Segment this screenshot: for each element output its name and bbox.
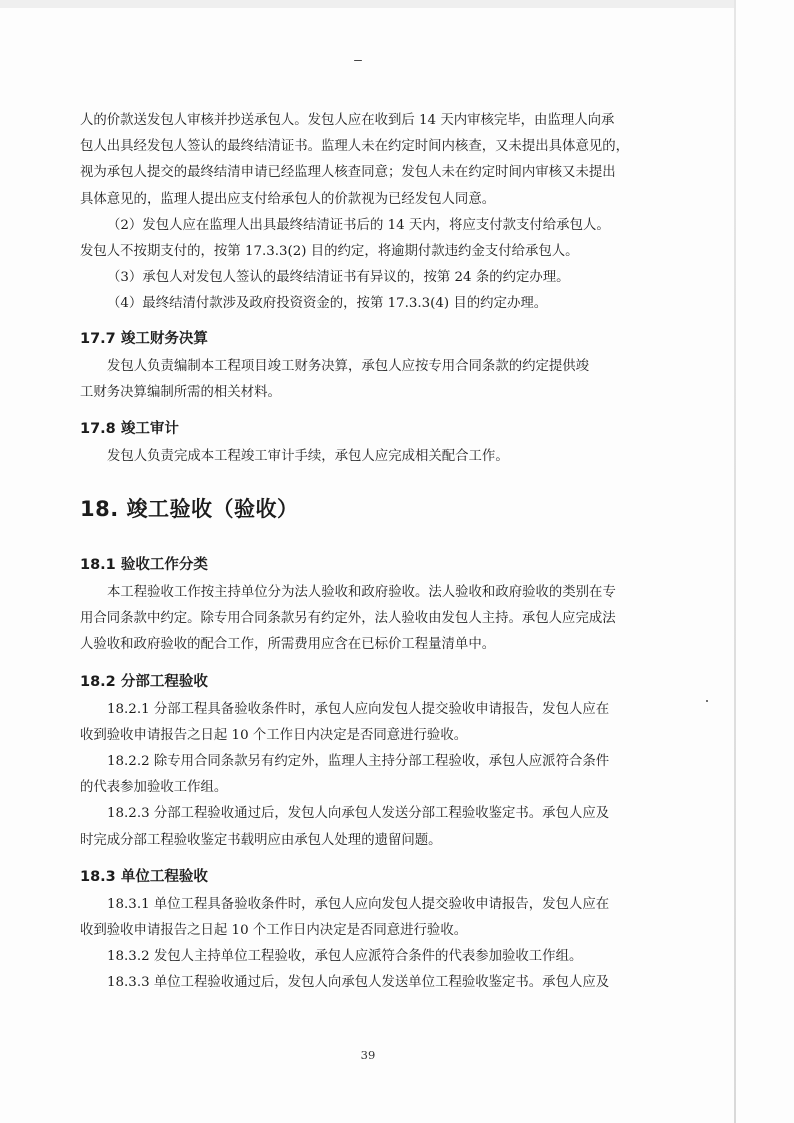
text-line: 时完成分部工程验收鉴定书载明应由承包人处理的遗留问题。	[80, 832, 442, 848]
text-line: 18.3.1 单位工程具备验收条件时，承包人应向发包人提交验收申请报告，发包人应在	[107, 896, 610, 912]
text-line: （2）发包人应在监理人出具最终结清证书后的 14 天内，将应支付款支付给承包人。	[107, 217, 610, 233]
text-line: 用合同条款中约定。除专用合同条款另有约定外，法人验收由发包人主持。承包人应完成法	[80, 611, 616, 627]
text-line: 视为承包人提交的最终结清申请已经监理人核查同意；发包人未在约定时间内审核又未提出	[80, 165, 616, 181]
text-line: 收到验收申请报告之日起 10 个工作日内决定是否同意进行验收。	[80, 922, 468, 938]
item-2	[80, 213, 642, 265]
text-line: 包人出具经发包人签认的最终结清证书。监理人未在约定时间内核查，又未提出具体意见的，	[80, 139, 630, 155]
heading-18-3: 18.3 单位工程验收	[80, 868, 208, 885]
paragraph-17-8	[80, 444, 642, 470]
paragraph-18-1	[80, 580, 642, 659]
paragraph-18-3-3	[80, 970, 642, 996]
paragraph-18-3-2	[80, 944, 642, 970]
item-3	[80, 265, 642, 291]
text-line: 工财务决算编制所需的相关材料。	[80, 384, 281, 400]
scan-top-shade	[0, 0, 736, 8]
text-line: （3）承包人对发包人签认的最终结清证书有异议的，按第 24 条的约定办理。	[107, 270, 570, 286]
heading-17-7: 17.7 竣工财务决算	[80, 330, 208, 347]
text-line: 人验收和政府验收的配合工作，所需费用应含在已标价工程量清单中。	[80, 637, 496, 653]
paragraph-17-7	[80, 354, 642, 406]
text-line: 发包人负责编制本工程项目竣工财务决算，承包人应按专用合同条款的约定提供竣	[107, 358, 590, 374]
text-line: 18.2.1 分部工程具备验收条件时，承包人应向发包人提交验收申请报告，发包人应在	[107, 701, 610, 717]
text-line: 具体意见的，监理人提出应支付给承包人的价款视为已经发包人同意。	[80, 191, 496, 207]
text-line: 发包人不按期支付的，按第 17.3.3(2) 目的约定，将逾期付款违约金支付给承包人。	[80, 243, 579, 259]
heading-18-1: 18.1 验收工作分类	[80, 557, 208, 574]
text-line: 发包人负责完成本工程竣工审计手续，承包人应完成相关配合工作。	[107, 448, 509, 464]
text-line: （4）最终结清付款涉及政府投资资金的，按第 17.3.3(4) 目的约定办理。	[107, 296, 548, 312]
heading-18-2: 18.2 分部工程验收	[80, 673, 208, 690]
item-4	[80, 291, 642, 317]
text-line: 18.2.3 分部工程验收通过后，发包人向承包人发送分部工程验收鉴定书。承包人应及	[107, 806, 610, 822]
text-line: 18.2.2 除专用合同条款另有约定外，监理人主持分部工程验收，承包人应派符合条件	[107, 754, 610, 769]
heading-18: 18. 竣工验收（验收）	[80, 497, 299, 522]
text-line: 18.3.2 发包人主持单位工程验收，承包人应派符合条件的代表参加验收工作组。	[107, 949, 583, 965]
scan-edge	[734, 0, 736, 1123]
text-line: 本工程验收工作按主持单位分为法人验收和政府验收。法人验收和政府验收的类别在专	[107, 585, 616, 601]
paragraph-18-2-1	[80, 697, 642, 749]
paragraph-18-3-1	[80, 892, 642, 944]
heading-17-8: 17.8 竣工审计	[80, 420, 179, 437]
scan-speck	[706, 700, 708, 702]
text-line: 18.3.3 单位工程验收通过后，发包人向承包人发送单位工程验收鉴定书。承包人应及	[107, 975, 610, 991]
text-line: 收到验收申请报告之日起 10 个工作日内决定是否同意进行验收。	[80, 727, 468, 743]
page-number: 39	[360, 1048, 376, 1062]
paragraph-18-2-2	[80, 749, 642, 801]
text-line: 人的价款送发包人审核并抄送承包人。发包人应在收到后 14 天内审核完毕，由监理人向承	[80, 113, 615, 128]
scan-speck	[354, 60, 362, 61]
text-line: 的代表参加验收工作组。	[80, 780, 228, 796]
paragraph-18-2-3	[80, 801, 642, 853]
page-content	[80, 108, 642, 997]
paragraph-final-settlement-cont	[80, 108, 642, 213]
